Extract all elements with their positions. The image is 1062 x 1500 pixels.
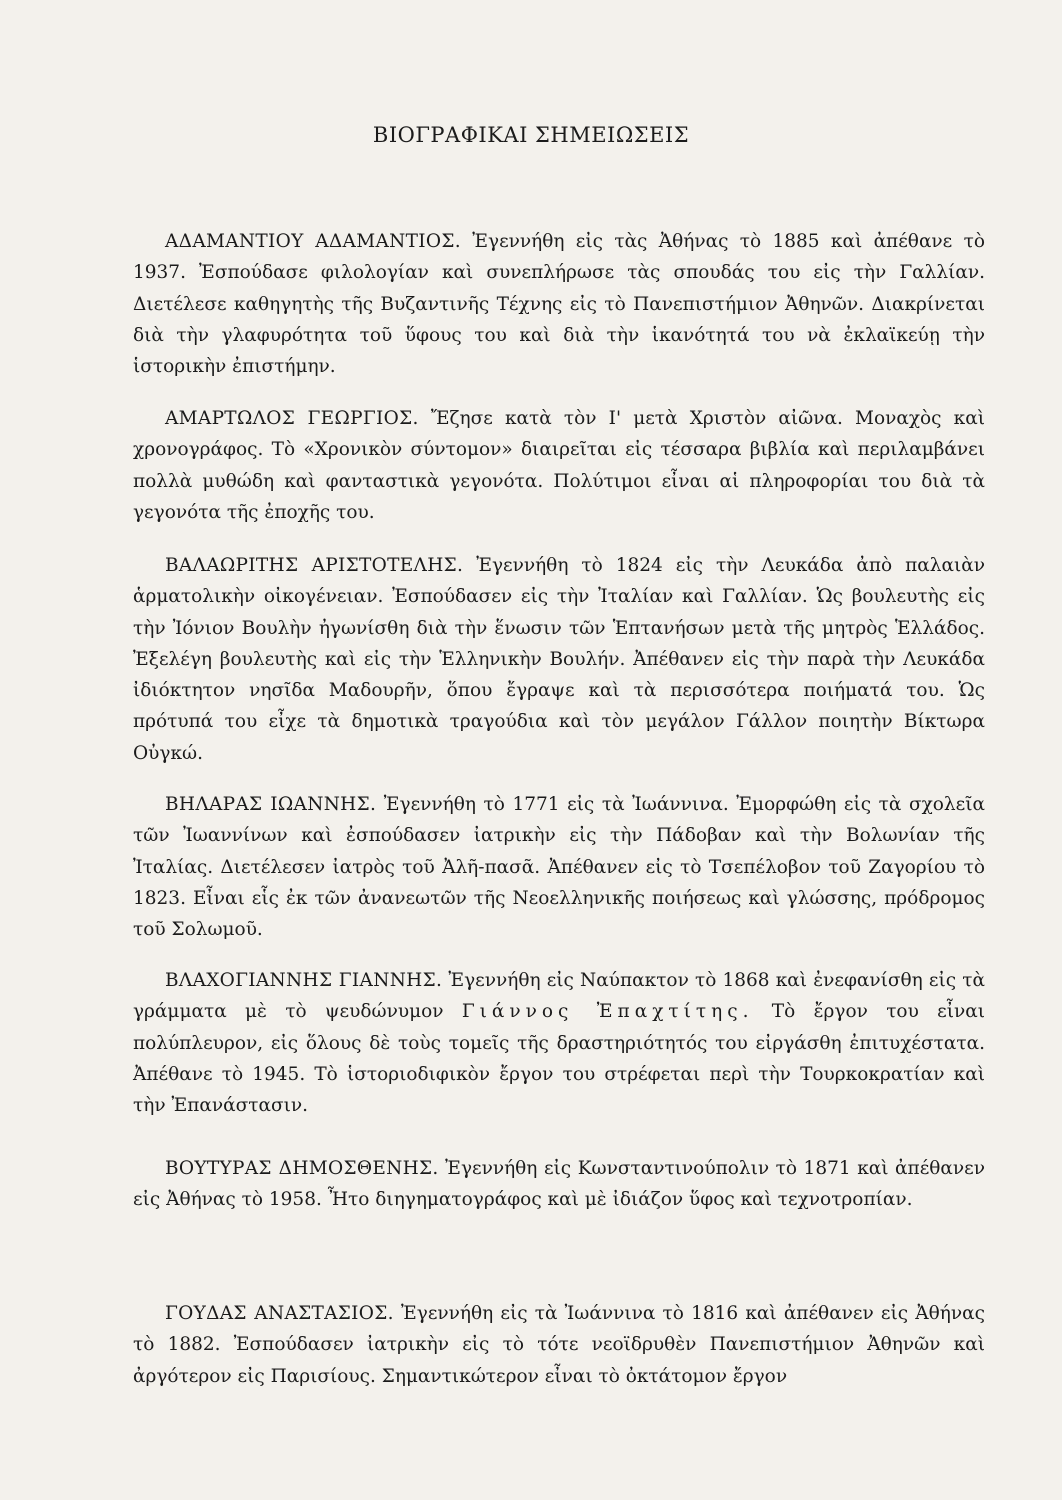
entry-amartolos xyxy=(133,403,985,528)
entry-text: Ἔζησε κατὰ τὸν Ι' μετὰ Χριστὸν αἰῶνα. Μοναχὸς καὶ χρονογράφος. Τὸ «Χρονικὸν σύντομον» διαιρεῖται εἰς τέσσαρα βιβλία καὶ περιλαμβάνει πολλὰ μυθώδη καὶ φανταστικὰ γεγονότα. Πολύτιμοι εἶναι αἱ πληροφορίαι του διὰ τὰ γεγονότα τῆς ἐποχῆς του. xyxy=(133,408,985,523)
page-title: ΒΙΟΓΡΑΦΙΚΑΙ ΣΗΜΕΙΩΣΕΙΣ xyxy=(372,123,690,147)
entry-text: Ἐγεννήθη τὸ 1824 εἰς τὴν Λευκάδα ἀπὸ παλαιὰν ἁρματολικὴν οἰκογένειαν. Ἐσπούδασεν εἰς τὴν Ἰταλίαν καὶ Γαλλίαν. Ὡς βουλευτὴς εἰς τὴν Ἰόνιον Βουλὴν ἠγωνίσθη διὰ τὴν ἕνωσιν τῶν Ἑπτανήσων μετὰ τῆς μητρὸς Ἑλλάδος. Ἐξελέγη βουλευτὴς καὶ εἰς τὴν Ἑλληνικὴν Βουλήν. Ἀπέθανεν εἰς τὴν παρὰ τὴν Λευκάδα ἰδιόκτητον νησῖδα Μαδουρῆν, ὅπου ἔγραψε καὶ τὰ περισσότερα ποιήματά του. Ὡς πρότυπά του εἶχε τὰ δημοτικὰ τραγούδια καὶ τὸν μεγάλον Γάλλον ποιητὴν Βίκτωρα Οὐγκώ. xyxy=(133,555,985,764)
entry-name: ΑΔΑΜΑΝΤΙΟΥ ΑΔΑΜΑΝΤΙΟΣ. xyxy=(165,231,461,252)
entry-adamantiou xyxy=(133,226,985,382)
entry-text: Ἐγεννήθη εἰς τὰ Ἰωάννινα τὸ 1816 καὶ ἀπέθανεν εἰς Ἀθήνας τὸ 1882. Ἐσπούδασεν ἰατρικὴν εἰς τὸ τότε νεοϊδρυθὲν Πανεπιστήμιον Ἀθηνῶν καὶ ἀργότερον εἰς Παρισίους. Σημαντικώτερον εἶναι τὸ ὀκτάτομον ἔργον xyxy=(133,1303,985,1387)
entry-name: ΒΗΛΑΡΑΣ ΙΩΑΝΝΗΣ. xyxy=(165,794,377,815)
entry-name: ΑΜΑΡΤΩΛΟΣ ΓΕΩΡΓΙΟΣ. xyxy=(165,408,419,429)
entry-text: Ἐγεννήθη τὸ 1771 εἰς τὰ Ἰωάννινα. Ἐμορφώθη εἰς τὰ σχολεῖα τῶν Ἰωαννίνων καὶ ἐσπούδασεν ἰατρικὴν εἰς τὴν Πάδοβαν καὶ τὴν Βολωνίαν τῆς Ἰταλίας. Διετέλεσεν ἰατρὸς τοῦ Ἀλῆ-πασᾶ. Ἀπέθανεν εἰς τὸ Τσεπέλοβον τοῦ Ζαγορίου τὸ 1823. Εἶναι εἷς ἐκ τῶν ἀνανεωτῶν τῆς Νεοελληνικῆς ποιήσεως καὶ γλώσσης, πρόδρομος τοῦ Σολωμοῦ. xyxy=(133,794,985,941)
entry-text: Τὸ ἔργον του εἶναι πολύπλευρον, εἰς ὅλους δὲ τοὺς τομεῖς τῆς δραστηριότητός του εἰργάσθη ἐπιτυχέστατα. Ἀπέθανε τὸ 1945. Τὸ ἱστοριοδιφικὸν ἔργον του στρέφεται περὶ τὴν Τουρκοκρατίαν καὶ τὴν Ἐπανάστασιν. xyxy=(133,1001,985,1117)
entry-voutyras xyxy=(133,1153,985,1216)
entry-text: Ἐγεννήθη εἰς Κωνσταντινούπολιν τὸ 1871 καὶ ἀπέθανεν εἰς Ἀθήνας τὸ 1958. Ἦτο διηγηματογράφος καὶ μὲ ἰδιάζον ὕφος καὶ τεχνοτροπίαν. xyxy=(133,1158,985,1211)
entry-name: ΒΑΛΑΩΡΙΤΗΣ ΑΡΙΣΤΟΤΕΛΗΣ. xyxy=(165,555,464,576)
entry-name: ΓΟΥΔΑΣ ΑΝΑΣΤΑΣΙΟΣ. xyxy=(165,1303,394,1324)
entry-text: Ἐγεννήθη εἰς Ναύπακτον τὸ 1868 καὶ ἐνεφανίσθη εἰς τὰ γράμματα μὲ τὸ ψευδώνυμον xyxy=(133,970,985,1023)
entry-vlachogiannis xyxy=(133,965,985,1121)
entry-name: ΒΟΥΤΥΡΑΣ ΔΗΜΟΣΘΕΝΗΣ. xyxy=(165,1158,439,1179)
entry-pseudonym: Γιάννος Ἐπαχτίτης. xyxy=(461,1001,754,1023)
entry-text: Ἐγεννήθη εἰς τὰς Ἀθήνας τὸ 1885 καὶ ἀπέθανε τὸ 1937. Ἐσπούδασε φιλολογίαν καὶ συνεπλήρωσε τὰς σπουδάς του εἰς τὴν Γαλλίαν. Διετέλεσε καθηγητὴς τῆς Βυζαντινῆς Τέχνης εἰς τὸ Πανεπιστήμιον Ἀθηνῶν. Διακρίνεται διὰ τὴν γλαφυρότητα τοῦ ὕφους του καὶ διὰ τὴν ἱκανότητά του νὰ ἐκλαϊκεύῃ τὴν ἱστορικὴν ἐπιστήμην. xyxy=(133,231,985,378)
entry-valaoritis xyxy=(133,550,985,769)
entry-name: ΒΛΑΧΟΓΙΑΝΝΗΣ ΓΙΑΝΝΗΣ. xyxy=(165,970,443,991)
entry-vilaras xyxy=(133,789,985,945)
entry-goudas xyxy=(133,1298,985,1392)
